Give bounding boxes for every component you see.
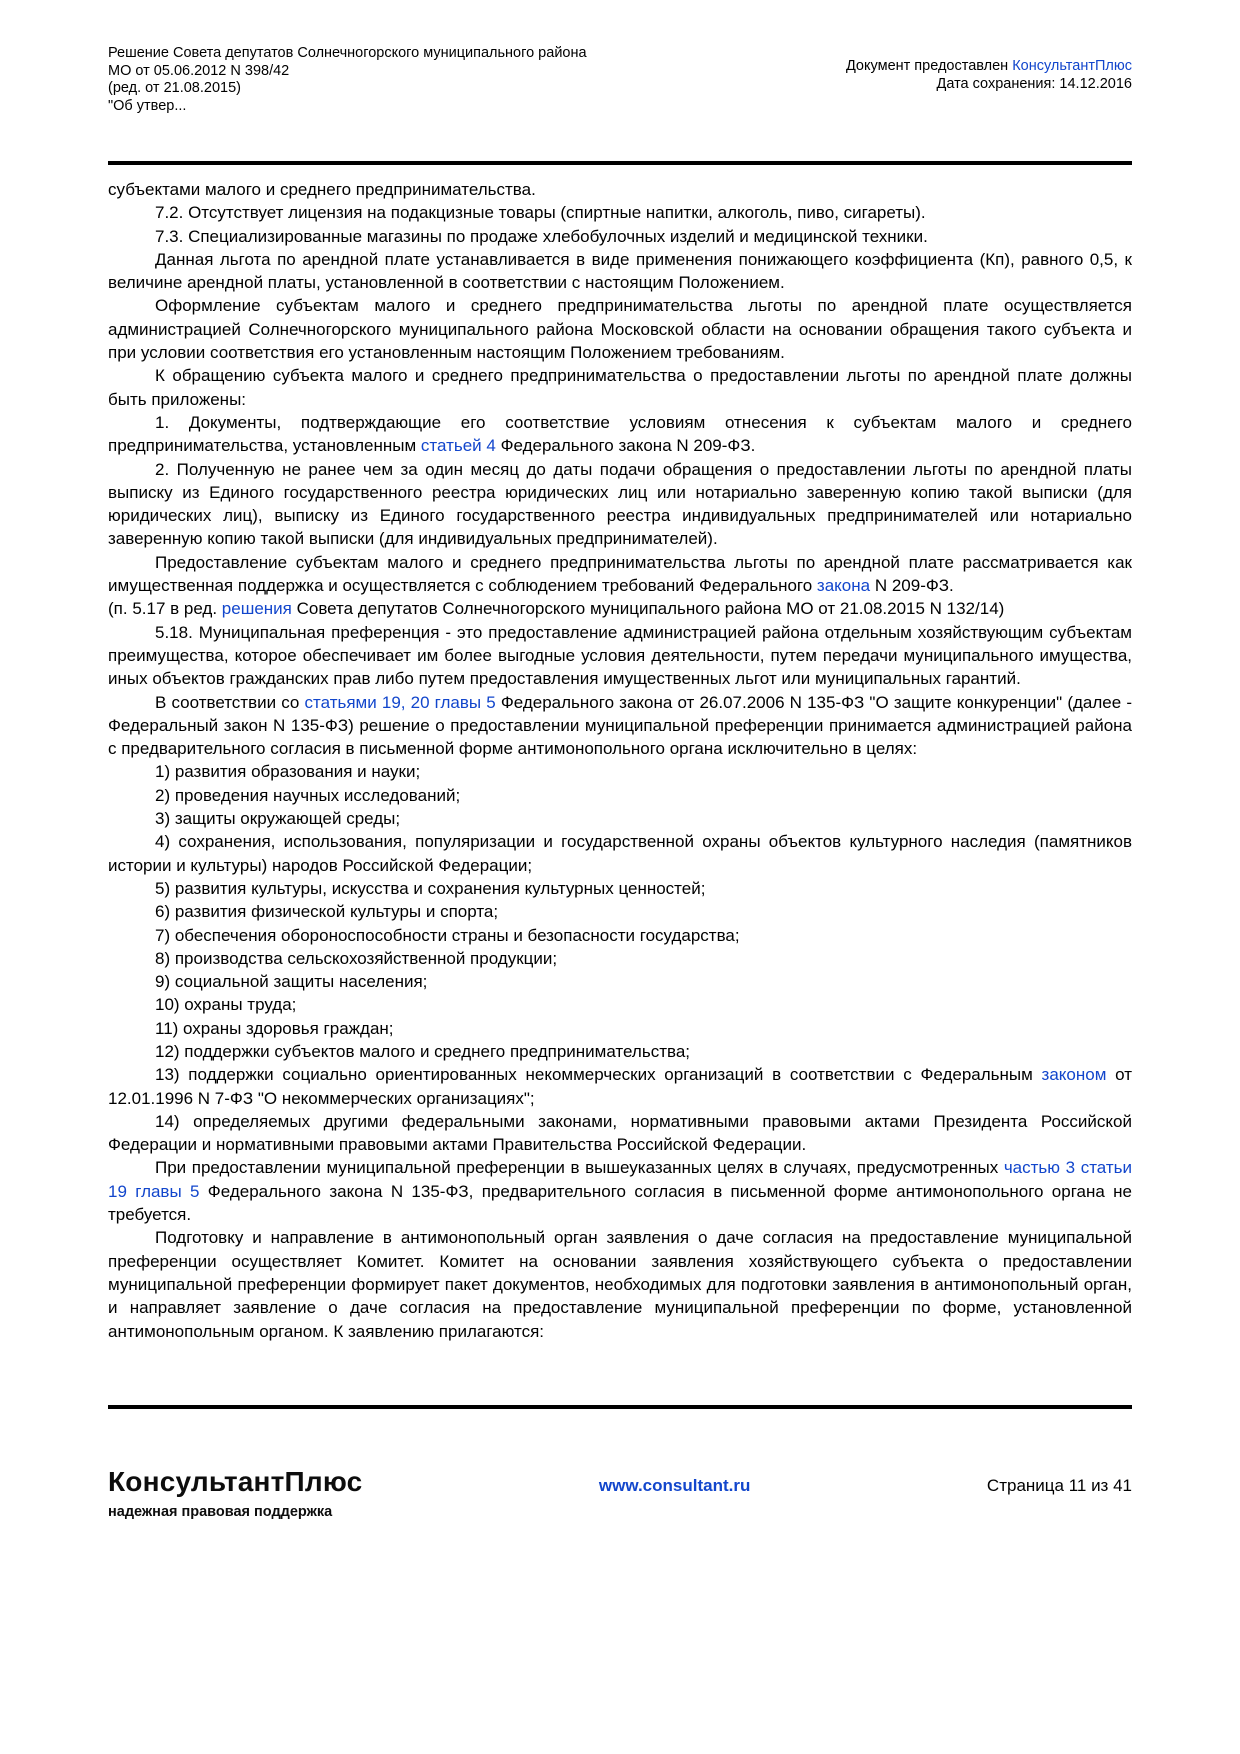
page-counter: Страница 11 из 41 [986,1476,1132,1495]
paragraph: 10) охраны труда; [155,995,297,1015]
paragraph: Данная льгота по арендной плате устанавливается в виде применения понижающего коэффициента (Кп), равного 0,5, к величине арендной платы, установленной в соответствии с настоящим Положением. [108,249,1132,293]
paragraph: Подготовку и направление в антимонопольный орган заявления о даче согласия на предоставление муниципальной преференции осуществляет Комитет. Комитет на основании заявления хозяйствующего субъекта о предоставлении муниципальной преференции формирует пакет документов, необходимых для подготовки заявления в антимонопольный орган, и направляет заявление о даче согласия на предоставление муниципальной преференции по форме, установленной антимонопольным органом. К заявлению прилагаются: [108,1228,1132,1341]
paragraph: 8) производства сельскохозяйственной продукции; [155,948,558,968]
inline-doc-link[interactable]: частью 3 статьи 19 главы 5 [108,1158,1132,1201]
paragraph: В соответствии со статьями 19, 20 главы 5 Федерального закона от 26.07.2006 N 135-ФЗ "О защите конкуренции" (далее - Федеральный закон N 135-ФЗ) решение о предоставлении муниципальной преференции принимается администрацией района с предварительного согласия в письменной форме антимонопольного органа исключительно в целях: [108,692,1132,759]
provided-by-label: Документ предоставлен [845,58,1013,74]
page-header [0,0,1240,115]
paragraph: 14) определяемых другими федеральными законами, нормативными правовыми актами Президента Российской Федерации и нормативными правовыми актами Правительства Российской Федерации. [108,1111,1132,1155]
paragraph: субъектами малого и среднего предпринимательства. [108,180,536,199]
inline-doc-link[interactable]: статьей 4 [420,436,496,456]
footer-rule [108,1405,1132,1409]
doc-reference-line: МО от 05.06.2012 N 398/42 [108,62,290,79]
page-footer [108,1466,1132,1520]
paragraph: Оформление субъектам малого и среднего предпринимательства льготы по арендной плате осуществляется администрацией Солнечногорского муниципального района Московской области на основании обращения такого субъекта и при условии соответствия его установленным настоящим Положением требованиям. [108,296,1132,363]
paragraph: (п. 5.17 в ред. решения Совета депутатов Солнечногорского муниципального района МО от 21.08.2015 N 132/14) [108,599,1005,619]
paragraph: 11) охраны здоровья граждан; [155,1018,394,1038]
paragraph: 4) сохранения, использования, популяризации и государственной охраны объектов культурного наследия (памятников истории и культуры) народов Российской Федерации; [108,832,1132,875]
paragraph: 12) поддержки субъектов малого и среднего предпринимательства; [155,1041,691,1061]
doc-reference-line: "Об утвер... [108,97,187,114]
paragraph: При предоставлении муниципальной преференции в вышеуказанных целях в случаях, предусмотренных частью 3 статьи 19 главы 5 Федерального закона N 135-ФЗ, предварительного согласия в письменной форме антимонопольного органа не требуется. [108,1158,1132,1225]
brand-tagline: надежная правовая поддержка [108,1504,333,1520]
brand-block [108,1466,362,1520]
paragraph: 5) развития культуры, искусства и сохранения культурных ценностей; [155,878,706,898]
inline-doc-link[interactable]: решения [221,599,292,619]
provided-by-line [846,58,1132,76]
brand-name: КонсультантПлюс [108,1466,363,1497]
consultantplus-header-link[interactable]: КонсультантПлюс [1012,58,1132,74]
paragraph: К обращению субъекта малого и среднего предпринимательства о предоставлении льготы по арендной плате должны быть приложены: [108,366,1132,409]
paragraph: 2. Полученную не ранее чем за один месяц до даты подачи обращения о предоставлении льготы по арендной платы выписку из Единого государственного реестра юридических лиц или нотариально заверенную копию такой выписки (для юридических лиц), выписку из Единого государственного реестра индивидуальных предпринимателей или нотариально заверенную копию такой выписки (для индивидуальных предпринимателей). [108,459,1132,549]
inline-doc-link[interactable]: статьями 19, 20 главы 5 [304,692,496,712]
paragraph: 9) социальной защиты населения; [155,972,428,992]
header-provided-block [846,45,1132,93]
doc-reference-line: Решение Совета депутатов Солнечногорского муниципального района [108,45,587,61]
paragraph: 7.2. Отсутствует лицензия на подакцизные товары (спиртные напитки, алкоголь, пиво, сигареты). [155,203,926,223]
paragraph: 6) развития физической культуры и спорта; [155,902,499,922]
paragraph: Предоставление субъектам малого и среднего предпринимательства льготы по арендной плате рассматривается как имущественная поддержка и осуществляется с соблюдением требований Федерального закона N 209-ФЗ. [108,552,1132,596]
document-body [108,178,1132,1406]
paragraph: 1. Документы, подтверждающие его соответствие условиям отнесения к субъектам малого и среднего предпринимательства, установленным статьей 4 Федерального закона N 209-ФЗ. [108,412,1132,456]
doc-reference-line: (ред. от 21.08.2015) [108,80,241,96]
paragraph: 7) обеспечения обороноспособности страны и безопасности государства; [155,925,740,945]
paragraph: 3) защиты окружающей среды; [155,809,401,829]
footer-site-link[interactable]: www.consultant.ru [598,1476,751,1495]
paragraph: 5.18. Муниципальная преференция - это предоставление администрацией района отдельным хозяйствующим субъектам преимущества, которое обеспечивает им более выгодные условия деятельности, путем передачи муниципального имущества, иных объектов гражданских прав либо путем предоставления имущественных льгот или муниципальных гарантий. [108,622,1132,689]
paragraph: 13) поддержки социально ориентированных некоммерческих организаций в соответствии с Федеральным законом от 12.01.1996 N 7-ФЗ "О некоммерческих организациях"; [108,1065,1132,1108]
doc-reference [108,45,587,115]
paragraph: 7.3. Специализированные магазины по продаже хлебобулочных изделий и медицинской техники. [155,226,928,246]
paragraph: 2) проведения научных исследований; [155,785,461,805]
inline-doc-link[interactable]: закона [816,576,871,596]
paragraph: 1) развития образования и науки; [155,762,421,782]
inline-doc-link[interactable]: законом [1041,1065,1107,1085]
save-date: Дата сохранения: 14.12.2016 [936,75,1132,92]
header-rule [108,161,1132,165]
